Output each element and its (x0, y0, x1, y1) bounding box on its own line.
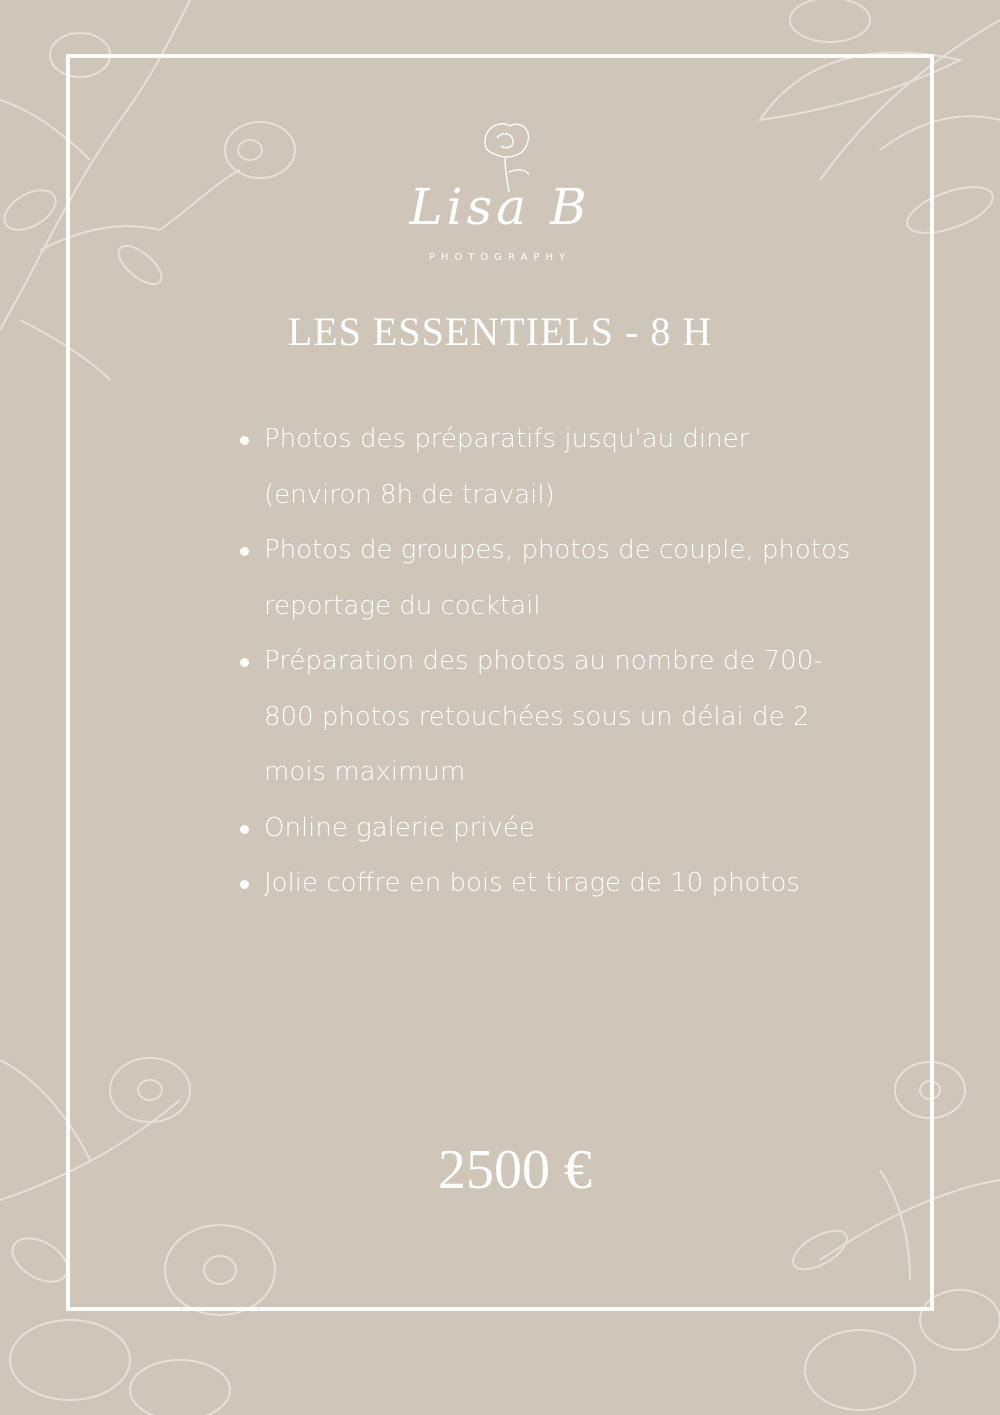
package-title: LES ESSENTIELS - 8 H (287, 309, 713, 354)
bullet-icon (240, 880, 249, 889)
brand-logo (395, 112, 605, 272)
list-item: Photos des préparatifs jusqu'au diner (environ 8h de travail) (238, 412, 858, 523)
logo-script-text: Lisa B (409, 178, 591, 236)
bullet-icon (240, 436, 249, 445)
bullet-icon (240, 547, 249, 556)
bullet-icon (240, 825, 249, 834)
logo-subtitle: PHOTOGRAPHY (428, 252, 572, 263)
list-item: Jolie coffre en bois et tirage de 10 photos (238, 856, 858, 912)
price: 2500 € (438, 1139, 592, 1201)
list-item: Online galerie privée (238, 801, 858, 857)
bullet-icon (240, 658, 249, 667)
features-list (238, 412, 858, 912)
list-item: Photos de groupes, photos de couple, photos reportage du cocktail (238, 523, 858, 634)
list-item: Préparation des photos au nombre de 700-800 photos retouchées sous un délai de 2 mois maximum (238, 634, 858, 801)
